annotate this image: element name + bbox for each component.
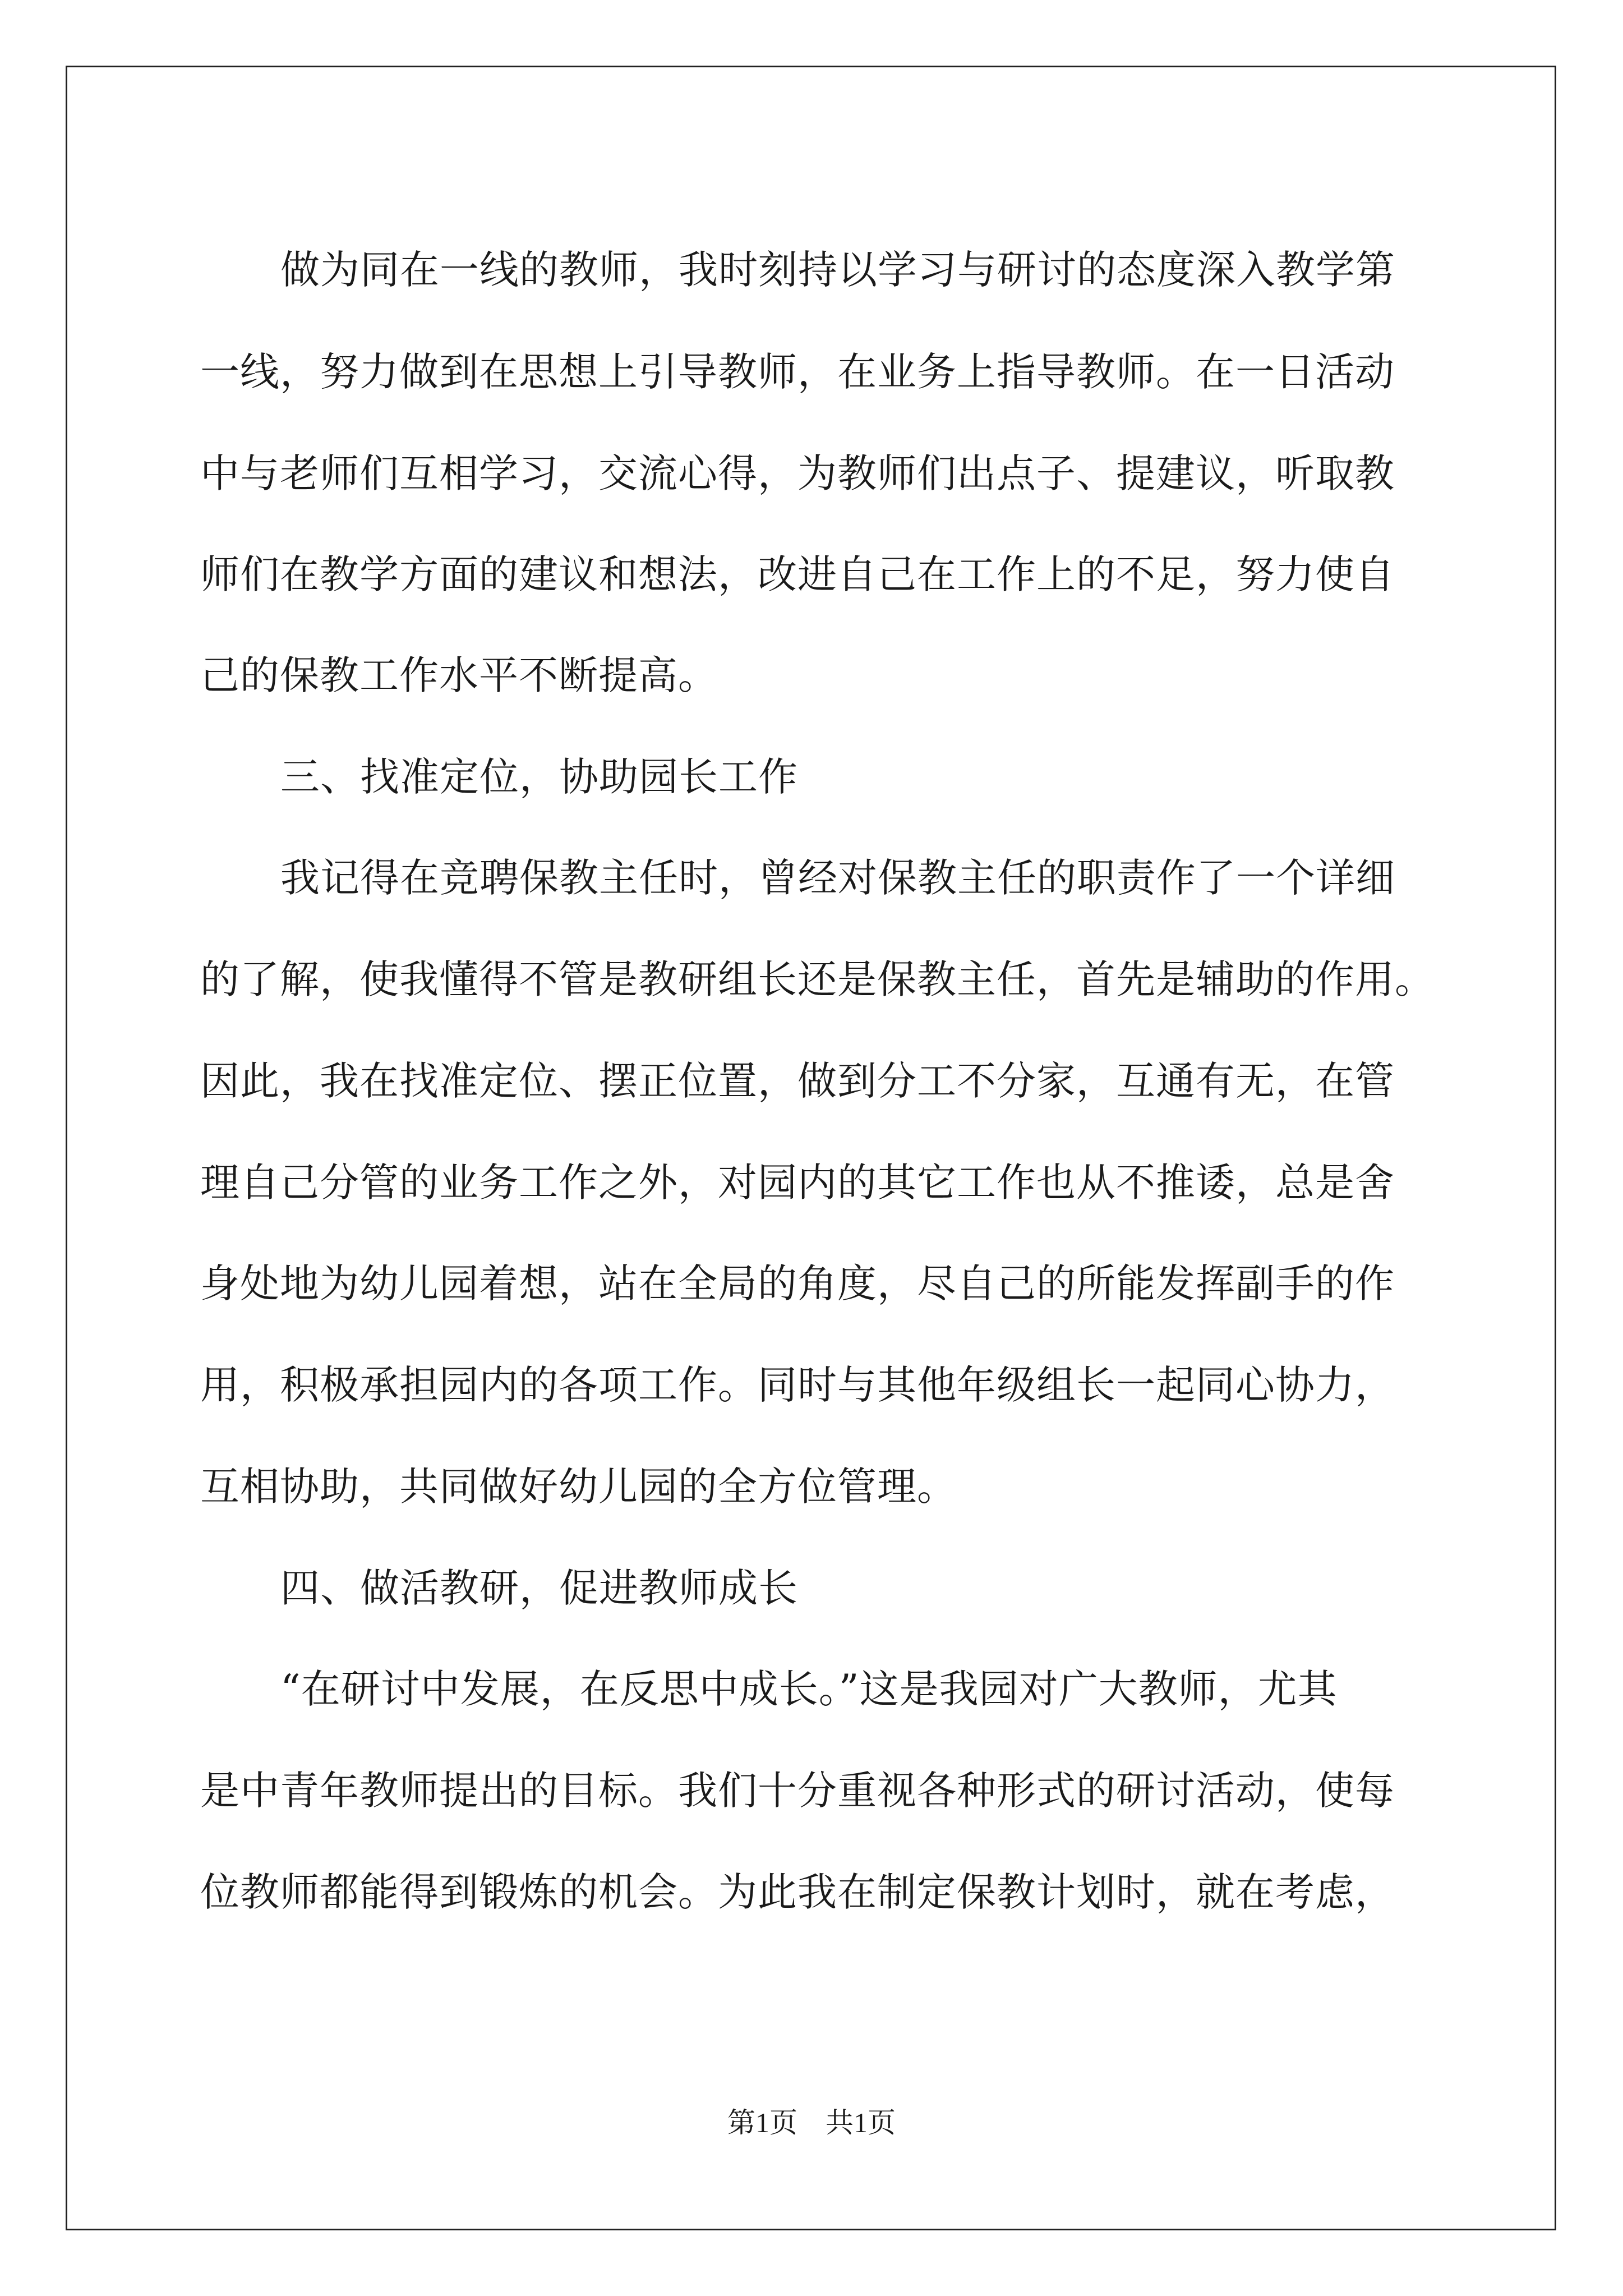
paragraph-line: 中与老师们互相学习，交流心得，为教师们出点子、提建议，听取教 <box>200 450 1395 496</box>
paragraph-line: 师们在教学方面的建议和想法，改进自己在工作上的不足，努力使自 <box>200 551 1395 597</box>
paragraph-line: 做为同在一线的教师，我时刻持以学习与研讨的态度深入教学第 <box>280 247 1395 293</box>
paragraph-line: “在研讨中发展，在反思中成长。”这是我园对广大教师，尤其 <box>280 1666 1338 1712</box>
page-number: 第1页 共1页 <box>727 2107 896 2138</box>
section-heading: 四、做活教研，促进教师成长 <box>280 1565 798 1611</box>
paragraph-line: 的了解，使我懂得不管是教研组长还是保教主任，首先是辅助的作用。 <box>200 956 1435 1002</box>
paragraph-line: 是中青年教师提出的目标。我们十分重视各种形式的研讨活动，使每 <box>200 1768 1395 1814</box>
paragraph-line: 用，积极承担园内的各项工作。同时与其他年级组长一起同心协力， <box>200 1362 1395 1408</box>
paragraph-line: 位教师都能得到锻炼的机会。为此我在制定保教计划时，就在考虑， <box>200 1869 1395 1915</box>
paragraph-line: 己的保教工作水平不断提高。 <box>200 652 718 698</box>
paragraph-line: 我记得在竞聘保教主任时，曾经对保教主任的职责作了一个详细 <box>280 855 1395 901</box>
paragraph-line: 互相协助，共同做好幼儿园的全方位管理。 <box>200 1464 957 1510</box>
paragraph-line: 身处地为幼儿园着想，站在全局的角度，尽自己的所能发挥副手的作 <box>200 1260 1395 1306</box>
paragraph-line: 一线，努力做到在思想上引导教师，在业务上指导教师。在一日活动 <box>200 349 1395 395</box>
paragraph-line: 因此，我在找准定位、摆正位置，做到分工不分家，互通有无，在管 <box>200 1058 1395 1104</box>
paragraph-line: 理自己分管的业务工作之外，对园内的其它工作也从不推诿，总是舍 <box>200 1159 1395 1205</box>
section-heading: 三、找准定位，协助园长工作 <box>280 754 798 800</box>
